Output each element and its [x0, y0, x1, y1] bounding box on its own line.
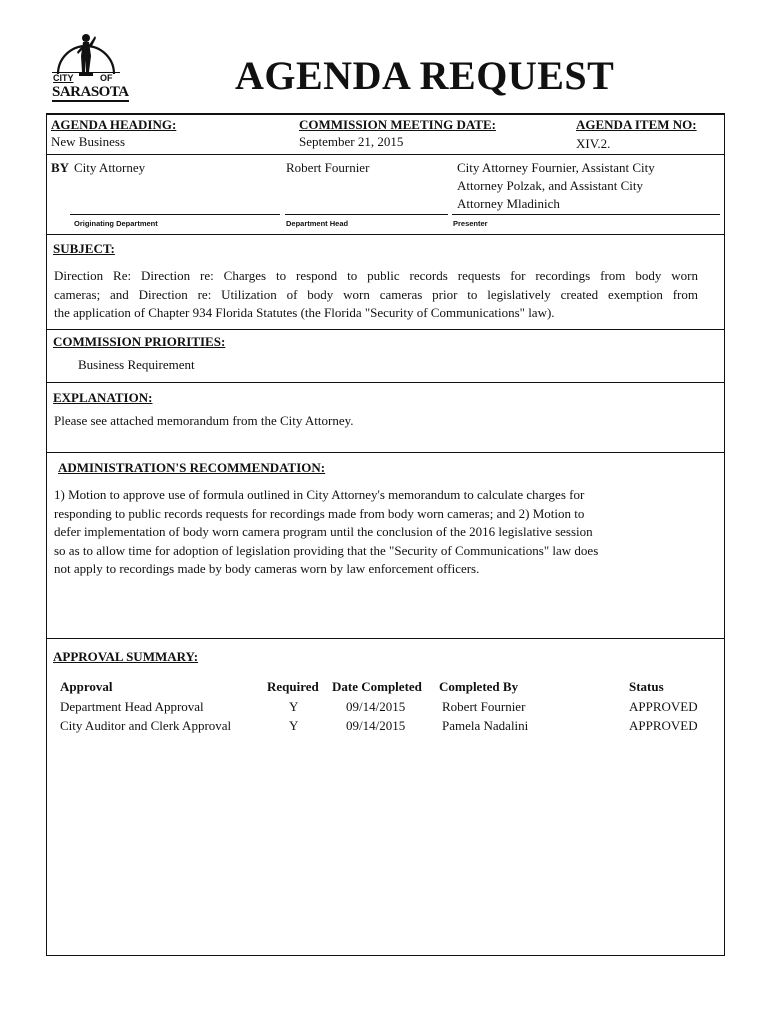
row-2-approval: City Auditor and Clerk Approval — [60, 718, 232, 733]
priorities-label: COMMISSION PRIORITIES: — [53, 334, 226, 349]
col-completed-by-header: Completed By — [439, 679, 519, 694]
col-required-header: Required — [267, 679, 319, 694]
agenda-item-label: AGENDA ITEM NO: — [576, 117, 697, 132]
left-border — [46, 113, 47, 956]
col-status-header: Status — [629, 679, 664, 694]
logo-of-text: OF — [100, 73, 113, 83]
explanation-label: EXPLANATION: — [53, 390, 153, 405]
row-2-required: Y — [289, 718, 299, 733]
originating-department-value: City Attorney — [74, 160, 146, 175]
department-head-value: Robert Fournier — [286, 160, 370, 175]
agenda-heading-value: New Business — [51, 134, 126, 149]
page-title: AGENDA REQUEST — [235, 53, 615, 98]
priorities-divider — [46, 382, 725, 383]
agenda-heading-label: AGENDA HEADING: — [51, 117, 177, 132]
recommendation-label: ADMINISTRATION'S RECOMMENDATION: — [58, 460, 326, 475]
header-rule — [46, 113, 725, 115]
row-2-completed-by: Pamela Nadalini — [442, 718, 529, 733]
city-of-sarasota-logo — [50, 22, 129, 106]
approval-summary-label: APPROVAL SUMMARY: — [53, 649, 199, 664]
presenter-signature-line — [452, 214, 720, 215]
logo-city-text: CITY — [53, 73, 74, 83]
logo-sarasota-text: SARASOTA — [52, 84, 129, 100]
department-head-caption: Department Head — [286, 219, 349, 228]
bottom-border — [46, 955, 725, 956]
department-signature-line — [70, 214, 280, 215]
presenter-line-3: Attorney Mladinich — [457, 196, 560, 211]
originating-department-caption: Originating Department — [74, 219, 158, 228]
by-label: BY — [51, 160, 70, 175]
subject-text — [54, 267, 698, 323]
recommendation-line-5: not apply to recordings made by body cameras worn by law enforcement officers. — [54, 561, 480, 577]
subject-label: SUBJECT: — [53, 241, 115, 256]
subject-line-2: cameras; and Direction re: Utilization of body worn cameras prior to legislatively created exemption from — [54, 286, 698, 302]
head-signature-line — [285, 214, 448, 215]
row-1-required: Y — [289, 699, 299, 714]
explanation-divider — [46, 452, 725, 453]
subject-line-1: Direction Re: Direction re: Charges to respond to public records requests for recordings from body worn — [54, 268, 698, 283]
row-2-status: APPROVED — [629, 718, 698, 733]
header-divider — [46, 154, 725, 155]
recommendation-line-1: 1) Motion to approve use of formula outlined in City Attorney's memorandum to calculate charges for — [54, 487, 585, 502]
recommendation-line-2: responding to public records requests for recordings made from body worn cameras; and 2) Motion to — [54, 505, 585, 521]
row-1-approval: Department Head Approval — [60, 699, 204, 714]
row-2-date: 09/14/2015 — [346, 718, 406, 733]
agenda-item-value: XIV.2. — [576, 136, 611, 151]
right-border — [724, 113, 725, 956]
by-divider — [46, 234, 725, 235]
row-1-status: APPROVED — [629, 699, 698, 714]
recommendation-line-4: so as to allow time for adoption of legislation providing that the "Security of Communications" law does — [54, 542, 599, 558]
explanation-value: Please see attached memorandum from the City Attorney. — [54, 413, 354, 428]
col-approval-header: Approval — [60, 679, 113, 694]
presenter-caption: Presenter — [453, 219, 488, 228]
col-date-header: Date Completed — [332, 679, 422, 694]
recommendation-text — [54, 486, 654, 579]
meeting-date-value: September 21, 2015 — [299, 134, 404, 149]
row-1-completed-by: Robert Fournier — [442, 699, 526, 714]
recommendation-line-3: defer implementation of body worn camera program until the conclusion of the 2016 legislative session — [54, 524, 593, 540]
meeting-date-label: COMMISSION MEETING DATE: — [299, 117, 496, 132]
presenter-line-2: Attorney Polzak, and Assistant City — [457, 178, 643, 193]
subject-divider — [46, 329, 725, 330]
recommendation-divider — [46, 638, 725, 639]
priorities-value: Business Requirement — [78, 357, 195, 372]
subject-line-3: the application of Chapter 934 Florida Statutes (the Florida "Security of Communications" law). — [54, 305, 555, 321]
row-1-date: 09/14/2015 — [346, 699, 406, 714]
presenter-line-1: City Attorney Fournier, Assistant City — [457, 160, 655, 175]
